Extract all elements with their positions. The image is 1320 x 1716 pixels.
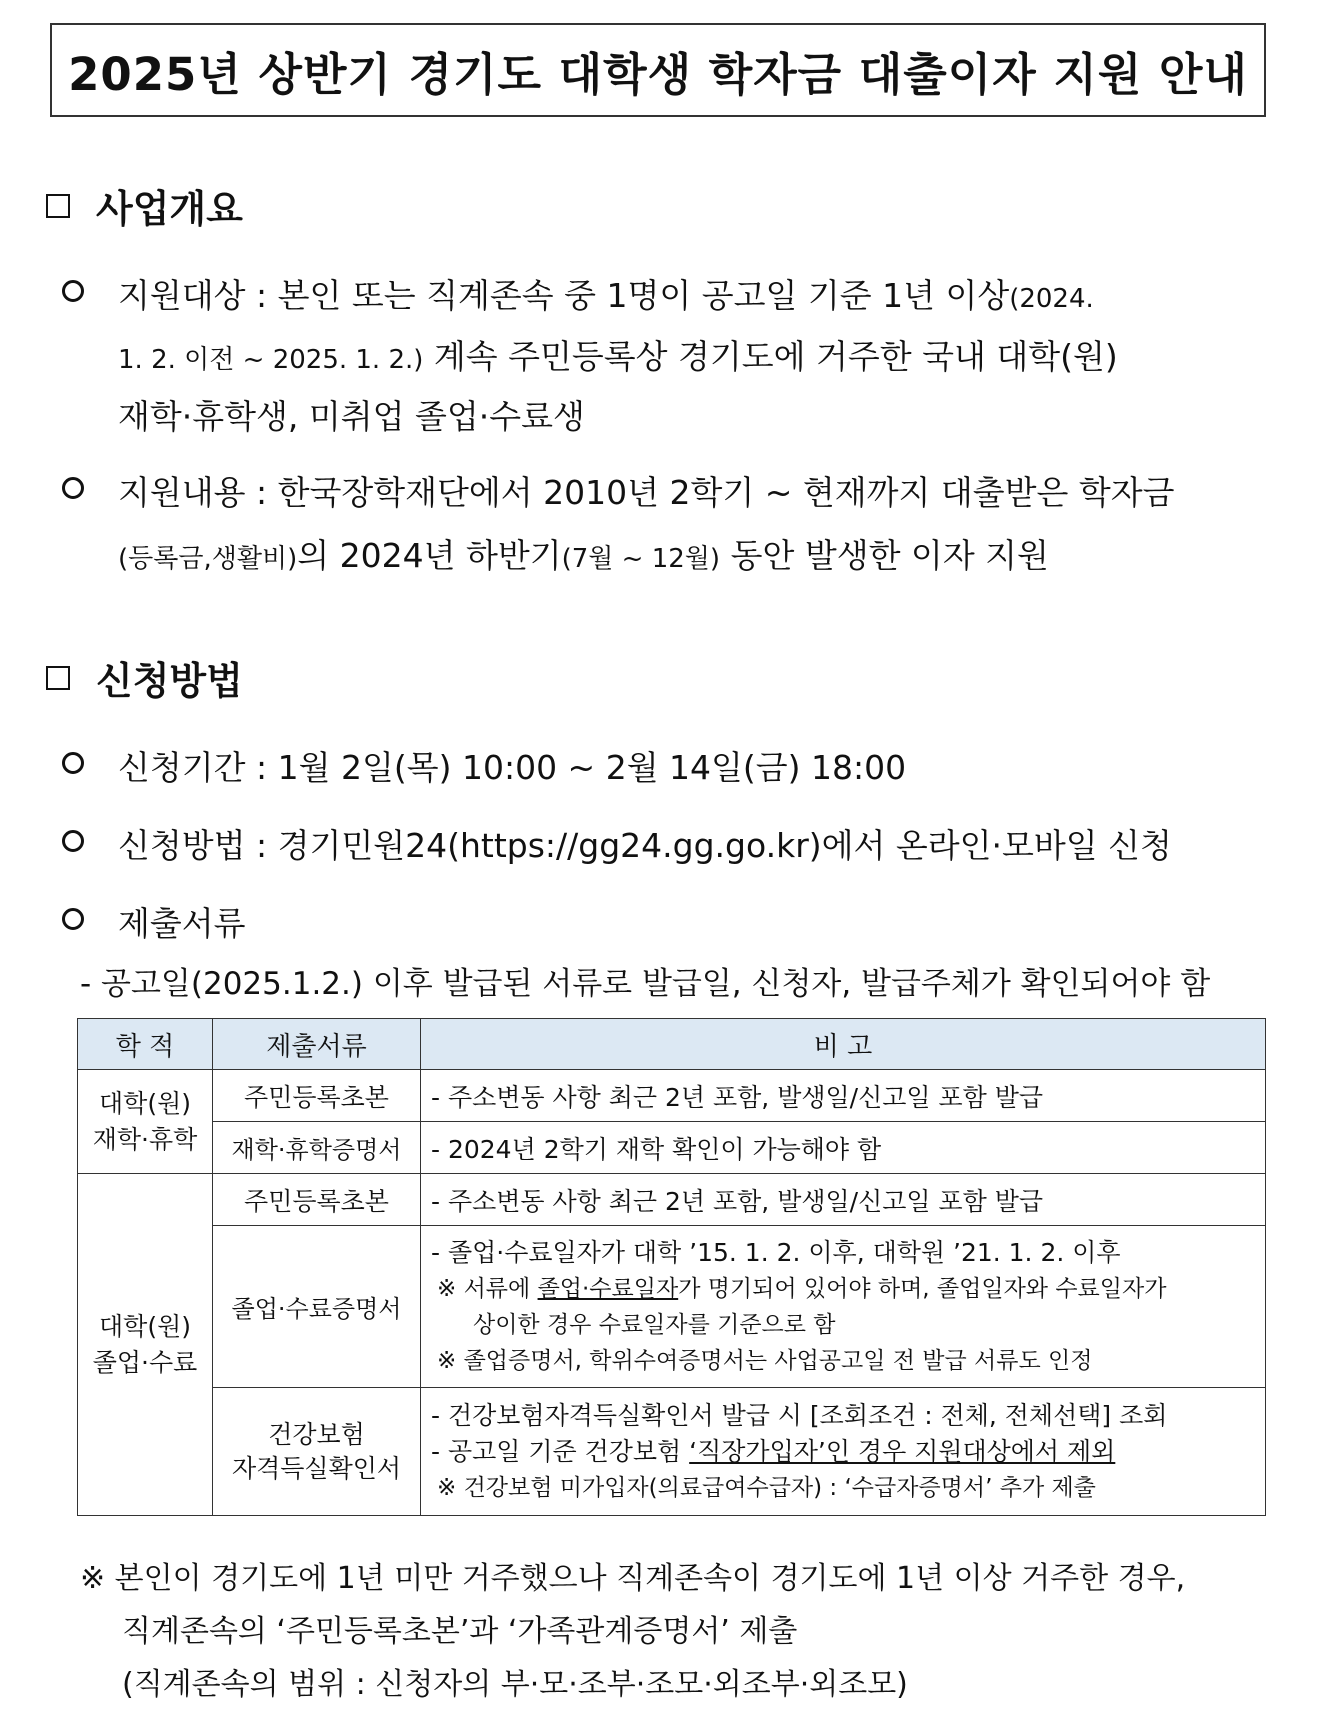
status-graduated: 대학(원) 졸업·수료 xyxy=(78,1174,213,1516)
header-notes: 비 고 xyxy=(421,1019,1266,1070)
content-line-1: 지원내용 : 한국장학재단에서 2010년 2학기 ~ 현재까지 대출받은 학자금 xyxy=(118,473,1175,512)
table-row xyxy=(78,1122,1266,1174)
header-docs: 제출서류 xyxy=(213,1019,421,1070)
docs-label: 제출서류 xyxy=(118,904,246,943)
table-row xyxy=(78,1388,1266,1516)
title-box xyxy=(50,23,1266,117)
target-line-1: 지원대상 : 본인 또는 직계존속 중 1명이 공고일 기준 1년 이상(2024. xyxy=(118,276,1094,315)
page-title: 2025년 상반기 경기도 대학생 학자금 대출이자 지원 안내 xyxy=(68,47,1248,101)
status-enrolled: 대학(원) 재학·휴학 xyxy=(78,1070,213,1174)
apply-period: 신청기간 : 1월 2일(목) 10:00 ~ 2월 14일(금) 18:00 xyxy=(118,748,907,787)
table-row xyxy=(78,1070,1266,1122)
footnote-line-3: (직계존속의 범위 : 신청자의 부·모·조부·조모·외조부·외조모) xyxy=(122,1667,908,1702)
table-header-row xyxy=(78,1019,1266,1070)
header-status: 학 적 xyxy=(78,1019,213,1070)
circle-bullet-icon xyxy=(62,908,84,930)
documents-table xyxy=(77,1018,1266,1516)
circle-bullet-icon xyxy=(62,752,84,774)
circle-bullet-icon xyxy=(62,830,84,852)
footnote-line-2: 직계존속의 ‘주민등록초본’과 ‘가족관계증명서’ 제출 xyxy=(122,1614,798,1649)
doc-cell: 건강보험 자격득실확인서 xyxy=(213,1388,421,1516)
doc-cell: 졸업·수료증명서 xyxy=(213,1226,421,1388)
doc-cell: 주민등록초본 xyxy=(213,1174,421,1226)
circle-bullet-icon xyxy=(62,280,84,302)
note-cell: - 주소변동 사항 최근 2년 포함, 발생일/신고일 포함 발급 xyxy=(421,1070,1266,1122)
square-bullet-icon xyxy=(46,194,70,218)
doc-cell: 재학·휴학증명서 xyxy=(213,1122,421,1174)
note-cell: - 졸업·수료일자가 대학 ’15. 1. 2. 이후, 대학원 ’21. 1. 2. 이후 ※ 서류에 졸업·수료일자가 명기되어 있어야 하며, 졸업일자와 수료일자가 상이한 경우 수료일자를 기준으로 함 ※ 졸업증명서, 학위수여증명서는 사업공고일 전 발급 서류도 인정 xyxy=(421,1226,1266,1388)
section-apply-heading: 신청방법 xyxy=(46,650,243,705)
table-row xyxy=(78,1174,1266,1226)
docs-note: - 공고일(2025.1.2.) 이후 발급된 서류로 발급일, 신청자, 발급주체가 확인되어야 함 xyxy=(80,966,1211,1002)
doc-cell: 주민등록초본 xyxy=(213,1070,421,1122)
footnote-line-1: ※ 본인이 경기도에 1년 미만 거주했으나 직계존속이 경기도에 1년 이상 거주한 경우, xyxy=(80,1561,1186,1596)
apply-method: 신청방법 : 경기민원24(https://gg24.gg.go.kr)에서 온라인·모바일 신청 xyxy=(118,826,1172,865)
square-bullet-icon xyxy=(46,666,70,690)
content-line-2: (등록금,생활비)의 2024년 하반기(7월 ~ 12월) 동안 발생한 이자 지원 xyxy=(118,536,1049,575)
circle-bullet-icon xyxy=(62,477,84,499)
table-row xyxy=(78,1226,1266,1388)
note-cell: - 주소변동 사항 최근 2년 포함, 발생일/신고일 포함 발급 xyxy=(421,1174,1266,1226)
section-overview-heading: 사업개요 xyxy=(46,178,243,233)
note-cell: - 2024년 2학기 재학 확인이 가능해야 함 xyxy=(421,1122,1266,1174)
target-line-3: 재학·휴학생, 미취업 졸업·수료생 xyxy=(118,397,585,436)
note-cell: - 건강보험자격득실확인서 발급 시 [조회조건 : 전체, 전체선택] 조회 - 공고일 기준 건강보험 ‘직장가입자’인 경우 지원대상에서 제외 ※ 건강보험 미가입자(의료급여수급자) : ‘수급자증명서’ 추가 제출 xyxy=(421,1388,1266,1516)
target-line-2: 1. 2. 이전 ~ 2025. 1. 2.) 계속 주민등록상 경기도에 거주한 국내 대학(원) xyxy=(118,337,1118,376)
